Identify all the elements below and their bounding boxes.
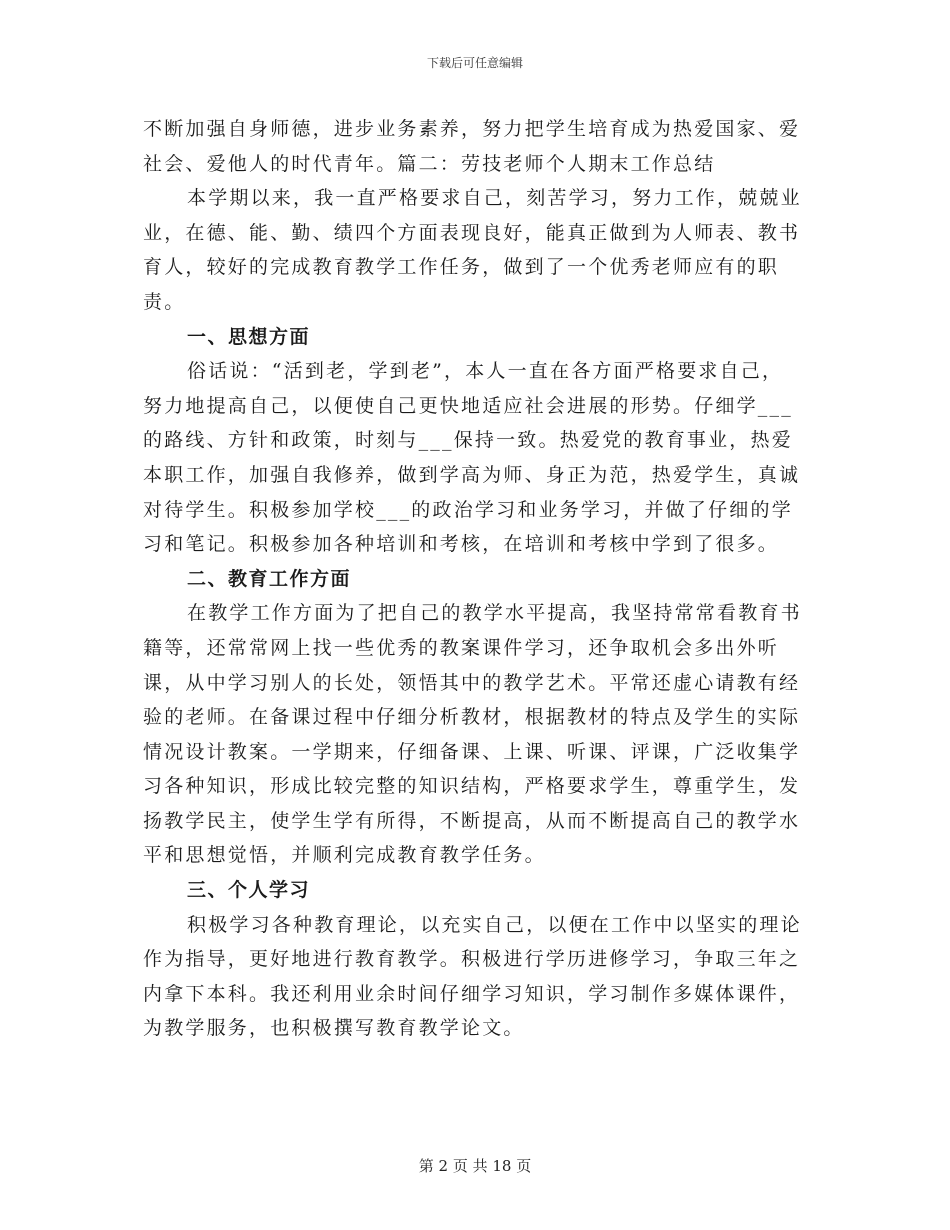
paragraph-thought: 俗话说：“活到老，学到老”，本人一直在各方面严格要求自己，努力地提高自己，以便使自己更快地适应社会进展的形势。仔细学___的路线、方针和政策，时刻与___保持一致。热爱党的教育事业，热爱本职工作，加强自我修养，做到学高为师、身正为范，热爱学生，真诚对待学生。积极参加学校___的政治学习和业务学习，并做了仔细的学习和笔记。积极参加各种培训和考核，在培训和考核中学到了很多。 — [143, 360, 801, 556]
paragraph-education-work: 在教学工作方面为了把自己的教学水平提高，我坚持常常看教育书籍等，还常常网上找一些优秀的教案课件学习，还争取机会多出外听课，从中学习别人的长处，领悟其中的教学艺术。平常还虚心请教有经验的老师。在备课过程中仔细分析教材，根据教材的特点及学生的实际情况设计教案。一学期来，仔细备课、上课、听课、评课，广泛收集学习各种知识，形成比较完整的知识结构，严格要求学生，尊重学生，发扬教学民主，使学生学有所得，不断提高，从而不断提高自己的教学水平和思想觉悟，并顺利完成教育教学任务。 — [143, 602, 802, 867]
paragraph-intro: 本学期以来，我一直严格要求自己，刻苦学习，努力工作，兢兢业业，在德、能、勤、绩四个方面表现良好，能真正做到为人师表、教书育人，较好的完成教育教学工作任务，做到了一个优秀老师应有的职责。 — [143, 187, 802, 313]
paragraph-continuation: 不断加强自身师德，进步业务素养，努力把学生培育成为热爱国家、爱社会、爱他人的时代青年。篇二：劳技老师个人期末工作总结 — [143, 118, 801, 175]
page-number-footer: 第 2 页 共 18 页 — [418, 1157, 532, 1175]
page-header-note: 下载后可任意编辑 — [426, 56, 523, 70]
paragraph-personal-study: 积极学习各种教育理论，以充实自己，以便在工作中以坚实的理论作为指导，更好地进行教育教学。积极进行学历进修学习，争取三年之内拿下本科。我还利用业余时间仔细学习知识，学习制作多媒体课件，为教学服务，也积极撰写教育教学论文。 — [143, 913, 802, 1040]
section-heading-personal-study: 三、个人学习 — [187, 879, 311, 902]
section-heading-thought: 一、思想方面 — [187, 325, 311, 348]
section-heading-education-work: 二、教育工作方面 — [187, 567, 352, 590]
document-body — [143, 112, 803, 1046]
